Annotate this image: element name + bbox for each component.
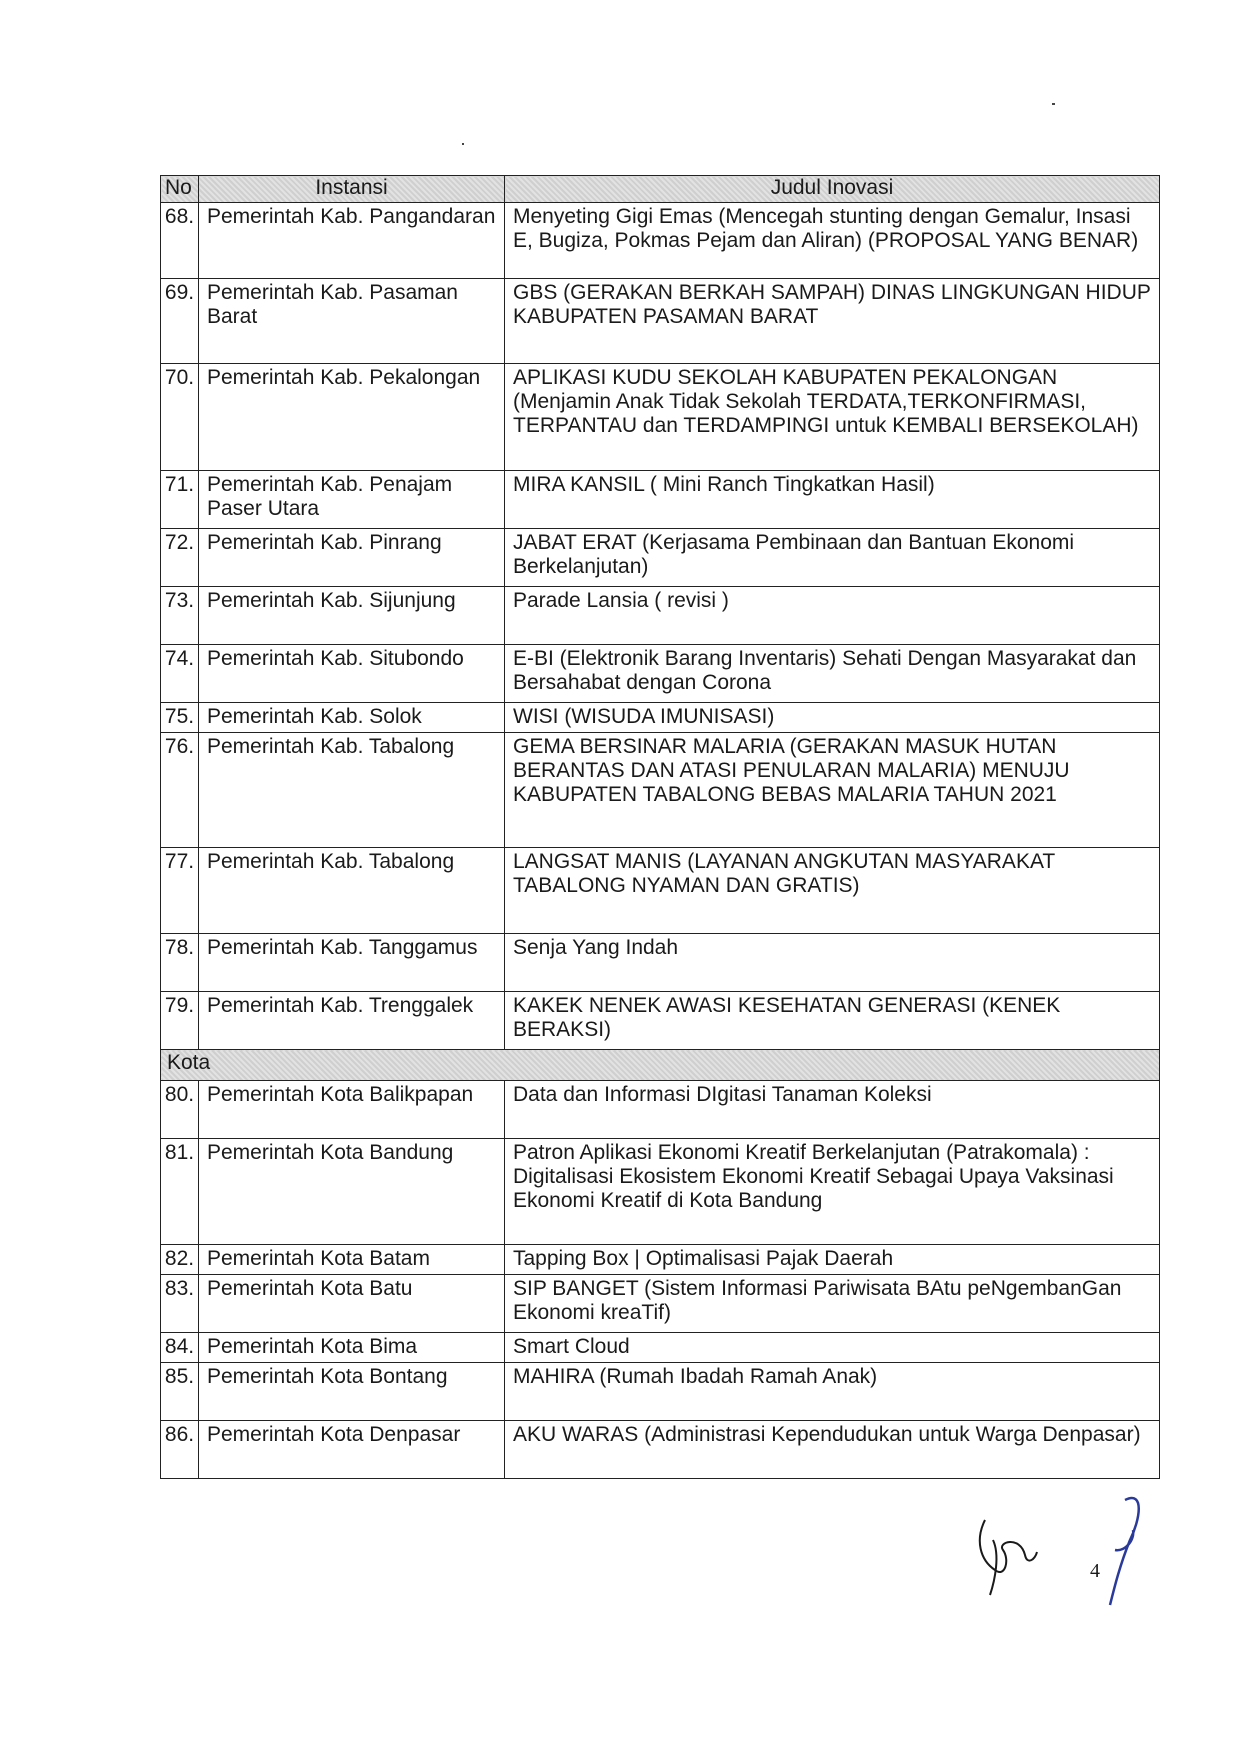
table-row: [161, 992, 1160, 1050]
row-no: 68.: [161, 203, 199, 279]
header-instansi: Instansi: [199, 176, 505, 203]
row-judul: MIRA KANSIL ( Mini Ranch Tingkatkan Hasil): [505, 471, 1160, 529]
row-instansi: Pemerintah Kab. Pasaman Barat: [199, 279, 505, 364]
row-no: 79.: [161, 992, 199, 1050]
signature-icon: [965, 1480, 1165, 1610]
row-no: 72.: [161, 529, 199, 587]
table-row: [161, 587, 1160, 645]
table-row: [161, 1245, 1160, 1275]
scan-speck: [1052, 103, 1055, 105]
row-judul: Tapping Box | Optimalisasi Pajak Daerah: [505, 1245, 1160, 1275]
table-row: [161, 364, 1160, 471]
row-no: 76.: [161, 733, 199, 848]
row-no: 85.: [161, 1363, 199, 1421]
row-no: 81.: [161, 1139, 199, 1245]
row-judul: Data dan Informasi DIgitasi Tanaman Koleksi: [505, 1081, 1160, 1139]
row-instansi: Pemerintah Kab. Solok: [199, 703, 505, 733]
table-row: [161, 279, 1160, 364]
row-instansi: Pemerintah Kab. Situbondo: [199, 645, 505, 703]
row-judul: AKU WARAS (Administrasi Kependudukan untuk Warga Denpasar): [505, 1421, 1160, 1479]
row-judul: MAHIRA (Rumah Ibadah Ramah Anak): [505, 1363, 1160, 1421]
page-number: 4: [1090, 1560, 1100, 1582]
row-no: 78.: [161, 934, 199, 992]
table-row: [161, 848, 1160, 934]
row-judul: APLIKASI KUDU SEKOLAH KABUPATEN PEKALONGAN (Menjamin Anak Tidak Sekolah TERDATA,TERKONFIRMASI, TERPANTAU dan TERDAMPINGI untuk KEMBALI BERSEKOLAH): [505, 364, 1160, 471]
row-no: 75.: [161, 703, 199, 733]
row-judul: JABAT ERAT (Kerjasama Pembinaan dan Bantuan Ekonomi Berkelanjutan): [505, 529, 1160, 587]
table-row: [161, 1275, 1160, 1333]
row-no: 83.: [161, 1275, 199, 1333]
row-no: 73.: [161, 587, 199, 645]
row-instansi: Pemerintah Kota Denpasar: [199, 1421, 505, 1479]
row-no: 71.: [161, 471, 199, 529]
row-instansi: Pemerintah Kota Batam: [199, 1245, 505, 1275]
table-row: [161, 1081, 1160, 1139]
row-instansi: Pemerintah Kab. Trenggalek: [199, 992, 505, 1050]
row-judul: SIP BANGET (Sistem Informasi Pariwisata BAtu peNgembanGan Ekonomi kreaTif): [505, 1275, 1160, 1333]
row-judul: LANGSAT MANIS (LAYANAN ANGKUTAN MASYARAKAT TABALONG NYAMAN DAN GRATIS): [505, 848, 1160, 934]
row-instansi: Pemerintah Kota Bandung: [199, 1139, 505, 1245]
header-no: No: [161, 176, 199, 203]
scan-speck: [462, 143, 464, 145]
table-row: [161, 1363, 1160, 1421]
table-row: [161, 1139, 1160, 1245]
row-instansi: Pemerintah Kab. Tanggamus: [199, 934, 505, 992]
row-instansi: Pemerintah Kab. Pangandaran: [199, 203, 505, 279]
row-instansi: Pemerintah Kab. Tabalong: [199, 733, 505, 848]
row-instansi: Pemerintah Kab. Sijunjung: [199, 587, 505, 645]
section-label-kota: Kota: [161, 1050, 1160, 1081]
table-row: [161, 471, 1160, 529]
header-judul: Judul Inovasi: [505, 176, 1160, 203]
table-row: [161, 703, 1160, 733]
row-no: 82.: [161, 1245, 199, 1275]
table-row: [161, 203, 1160, 279]
table-row: [161, 733, 1160, 848]
table-row: [161, 529, 1160, 587]
row-instansi: Pemerintah Kota Bontang: [199, 1363, 505, 1421]
innovation-table: [160, 175, 1160, 1479]
row-no: 69.: [161, 279, 199, 364]
table-row: [161, 645, 1160, 703]
row-judul: Smart Cloud: [505, 1333, 1160, 1363]
row-judul: GEMA BERSINAR MALARIA (GERAKAN MASUK HUTAN BERANTAS DAN ATASI PENULARAN MALARIA) MENUJU KABUPATEN TABALONG BEBAS MALARIA TAHUN 2021: [505, 733, 1160, 848]
row-instansi: Pemerintah Kota Balikpapan: [199, 1081, 505, 1139]
table-row: [161, 1333, 1160, 1363]
row-judul: Patron Aplikasi Ekonomi Kreatif Berkelanjutan (Patrakomala) : Digitalisasi Ekosistem Ekonomi Kreatif Sebagai Upaya Vaksinasi Ekonomi Kreatif di Kota Bandung: [505, 1139, 1160, 1245]
section-row-kota: [161, 1050, 1160, 1081]
row-instansi: Pemerintah Kab. Penajam Paser Utara: [199, 471, 505, 529]
row-instansi: Pemerintah Kota Bima: [199, 1333, 505, 1363]
row-judul: GBS (GERAKAN BERKAH SAMPAH) DINAS LINGKUNGAN HIDUP KABUPATEN PASAMAN BARAT: [505, 279, 1160, 364]
row-no: 80.: [161, 1081, 199, 1139]
row-no: 74.: [161, 645, 199, 703]
row-judul: WISI (WISUDA IMUNISASI): [505, 703, 1160, 733]
row-no: 77.: [161, 848, 199, 934]
row-judul: Menyeting Gigi Emas (Mencegah stunting dengan Gemalur, Insasi E, Bugiza, Pokmas Pejam dan Aliran) (PROPOSAL YANG BENAR): [505, 203, 1160, 279]
table-row: [161, 934, 1160, 992]
row-no: 84.: [161, 1333, 199, 1363]
table-row: [161, 1421, 1160, 1479]
row-instansi: Pemerintah Kota Batu: [199, 1275, 505, 1333]
row-no: 70.: [161, 364, 199, 471]
row-instansi: Pemerintah Kab. Tabalong: [199, 848, 505, 934]
table-header-row: [161, 176, 1160, 203]
row-instansi: Pemerintah Kab. Pinrang: [199, 529, 505, 587]
row-instansi: Pemerintah Kab. Pekalongan: [199, 364, 505, 471]
row-judul: KAKEK NENEK AWASI KESEHATAN GENERASI (KENEK BERAKSI): [505, 992, 1160, 1050]
row-judul: Parade Lansia ( revisi ): [505, 587, 1160, 645]
row-no: 86.: [161, 1421, 199, 1479]
row-judul: Senja Yang Indah: [505, 934, 1160, 992]
row-judul: E-BI (Elektronik Barang Inventaris) Sehati Dengan Masyarakat dan Bersahabat dengan Corona: [505, 645, 1160, 703]
